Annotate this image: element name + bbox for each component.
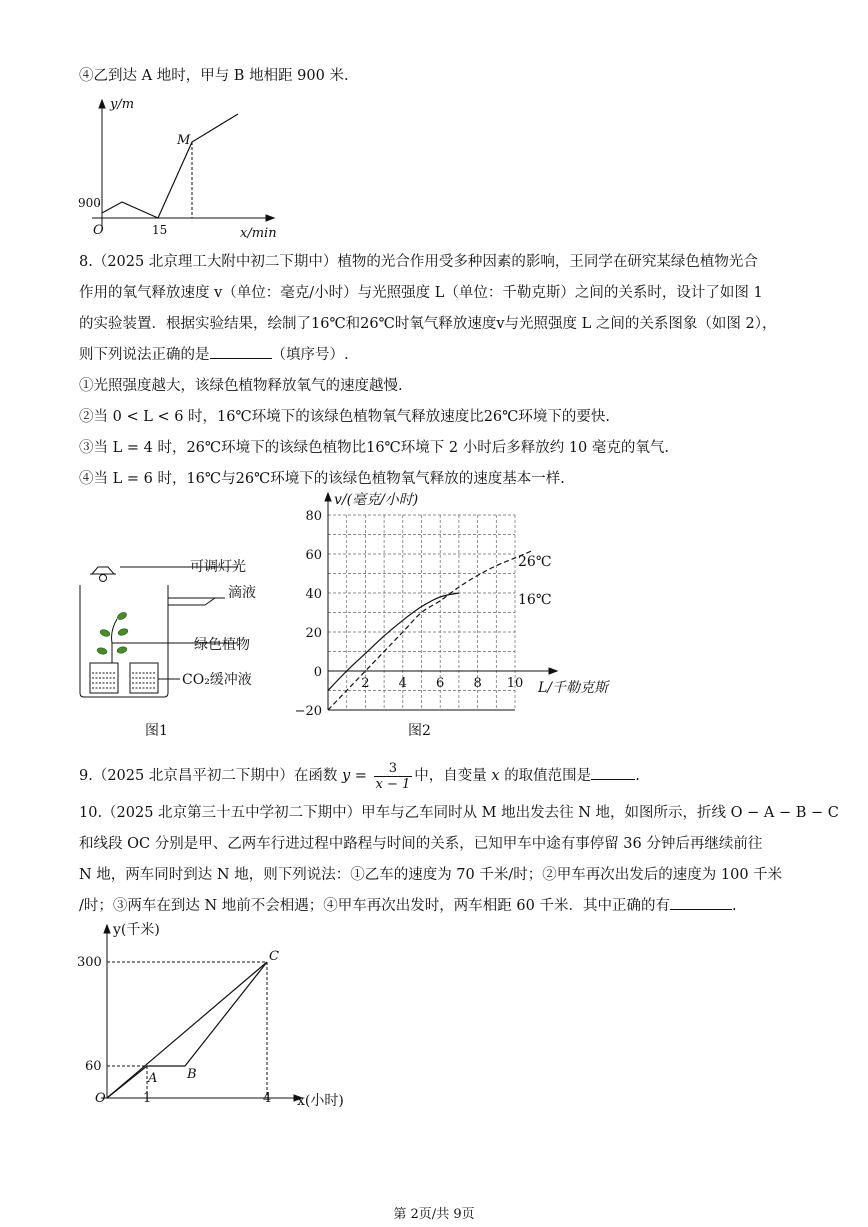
q10-line-4 <box>79 896 737 916</box>
q10-x-tick-1: 1 <box>143 1091 152 1106</box>
q8-fig2-y-label: v/(毫克/小时) <box>334 492 419 508</box>
q7-point-m: M <box>177 133 191 148</box>
q10-line-4-post: . <box>731 898 737 914</box>
q8-line-2: 作用的氧气释放速度 v（单位：毫克/小时）与光照强度 L（单位：千勒克斯）之间的关系时，设计了如图 1 <box>79 285 763 301</box>
q9-fraction <box>374 761 413 792</box>
q10-point-a: A <box>148 1071 158 1086</box>
q10-x-tick-4: 4 <box>263 1091 272 1106</box>
q9-eq-y: y = <box>341 768 367 784</box>
q10-line-1: 10.（2025 北京第三十五中学初二下期中）甲车与乙车同时从 M 地出发去往 N 地，如图所示，折线 O − A − B − C <box>79 805 839 821</box>
q8-figure-1 <box>70 555 300 740</box>
q9-var: x <box>491 768 500 784</box>
q7-y-label: y/m <box>110 97 135 112</box>
q10-y-tick-300: 300 <box>77 955 102 970</box>
series-line-26℃ <box>328 550 534 710</box>
y-tick-label: −20 <box>294 704 322 719</box>
q8-answer-blank[interactable] <box>210 358 272 359</box>
q10-line-3: N 地，两车同时到达 N 地，则下列说法：①乙车的速度为 70 千米/时；②甲车再次出发后的速度为 100 千米 <box>79 867 783 883</box>
q8-line-3: 的实验装置．根据实验结果，绘制了16℃和26℃时氧气释放速度v与光照强度 L 之间的关系图象（如图 2）， <box>79 316 777 332</box>
q8-option-2: ②当 0 < L < 6 时，16℃环境下的该绿色植物氧气释放速度比26℃环境下的要快. <box>79 409 610 425</box>
q10-origin: O <box>95 1091 106 1106</box>
q10-graph <box>75 914 375 1114</box>
q8-fig2-x-label: L/千勒克斯 <box>538 680 609 696</box>
x-tick-label: 2 <box>361 676 370 691</box>
q9-pre: 9.（2025 北京昌平初二下期中）在函数 <box>79 768 338 784</box>
q8-figure-2-chart <box>294 488 658 743</box>
q7-x-tick: 15 <box>152 223 168 237</box>
q8-fig1-caption: 图1 <box>145 723 168 739</box>
y-axis-arrow <box>325 493 331 501</box>
q7-graph <box>70 94 290 242</box>
q9-frac-num: 3 <box>374 761 413 777</box>
x-axis-arrow <box>549 668 557 674</box>
q9-end: . <box>635 768 640 784</box>
q10-answer-blank[interactable] <box>670 909 732 910</box>
x-tick-label: 6 <box>436 676 445 691</box>
q8-fig1-label-light: 可调灯光 <box>190 559 246 575</box>
q10-line-4-pre: /时；③两车在到达 N 地前不会相遇；④甲车再次出发时，两车相距 60 千米．其中正确的有 <box>79 898 670 914</box>
q8-line-4 <box>79 345 349 365</box>
q10-y-tick-60: 60 <box>85 1059 102 1074</box>
q9-answer-blank[interactable] <box>591 779 635 780</box>
q8-line-1: 8.（2025 北京理工大附中初二下期中）植物的光合作用受多种因素的影响，王同学在研究某绿色植物光合 <box>79 254 758 270</box>
q9-line <box>79 758 640 794</box>
q7-x-label: x/min <box>240 226 277 241</box>
q8-fig1-label-buffer: CO₂缓冲液 <box>182 672 252 688</box>
q7-y-tick: 900 <box>78 196 101 210</box>
q10-x-label: x(小时) <box>297 1093 344 1109</box>
q9-mid: 中，自变量 <box>414 768 487 784</box>
y-tick-label: 40 <box>305 587 322 602</box>
q8-fig2-caption: 图2 <box>408 723 431 739</box>
q10-point-c: C <box>269 949 279 964</box>
q8-line-4-pre: 则下列说法正确的是 <box>79 347 210 363</box>
y-tick-label: 20 <box>305 626 322 641</box>
q9-post: 的取值范围是 <box>504 768 592 784</box>
q7-statement-4: ④乙到达 A 地时，甲与 B 地相距 900 米. <box>79 68 349 84</box>
q8-line-4-post: （填序号）. <box>271 347 349 363</box>
q8-option-1: ①光照强度越大，该绿色植物释放氧气的速度越慢. <box>79 378 403 394</box>
q8-fig2-label-16: 16℃ <box>518 592 552 608</box>
x-tick-label: 10 <box>506 676 524 691</box>
q10-point-b: B <box>187 1067 197 1082</box>
y-tick-label: 60 <box>305 548 322 563</box>
q8-fig1-label-plant: 绿色植物 <box>194 637 250 653</box>
y-tick-label: 0 <box>313 665 322 680</box>
x-tick-label: 4 <box>398 676 407 691</box>
q10-y-label: y(千米) <box>113 922 160 938</box>
y-tick-label: 80 <box>305 509 322 524</box>
x-tick-label: 8 <box>473 676 482 691</box>
page-footer: 第 2页/共 9页 <box>393 1207 475 1222</box>
q8-option-4: ④当 L = 6 时，16℃与26℃环境下的该绿色植物氧气释放的速度基本一样. <box>79 471 565 487</box>
q10-line-2: 和线段 OC 分别是甲、乙两车行进过程中路程与时间的关系，已知甲车中途有事停留 36 分钟后再继续前往 <box>79 836 763 852</box>
q7-origin: O <box>93 223 104 238</box>
q8-option-3: ③当 L = 4 时，26℃环境下的该绿色植物比16℃环境下 2 小时后多释放约 10 毫克的氧气. <box>79 440 670 456</box>
q8-fig1-label-drip: 滴液 <box>228 585 256 601</box>
q8-fig2-label-26: 26℃ <box>518 554 552 570</box>
q9-frac-den: x − 1 <box>375 776 411 792</box>
